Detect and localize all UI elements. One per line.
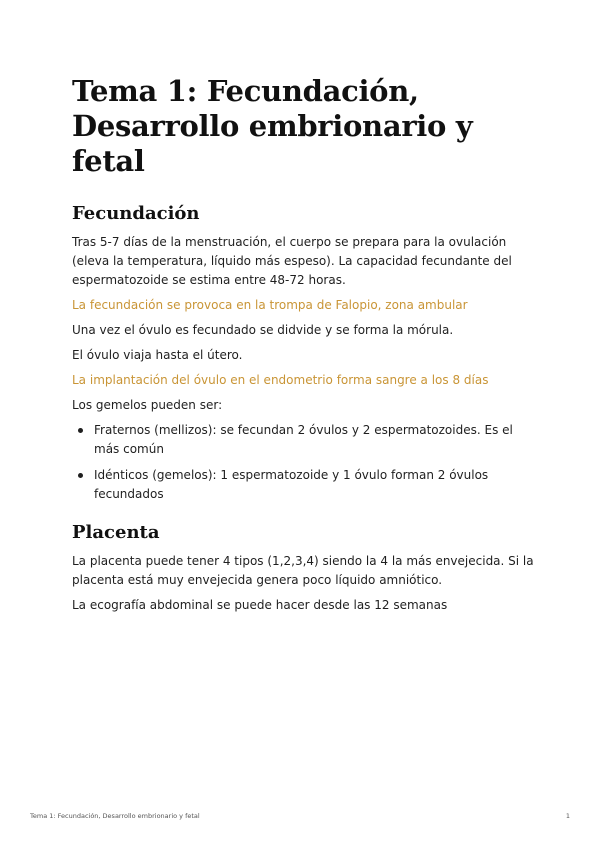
paragraph: El óvulo viaja hasta el útero.: [72, 348, 243, 362]
paragraph: Los gemelos pueden ser:: [72, 398, 223, 412]
bullet-list: [72, 421, 540, 504]
paragraph: Tras 5-7 días de la menstruación, el cuerpo se prepara para la ovulación (eleva la temperatura, líquido más espeso). La capacidad fecundante del espermatozoide se estima entre 48-72 horas.: [72, 235, 512, 287]
highlighted-paragraph: La fecundación se provoca en la trompa de Falopio, zona ambular: [72, 298, 468, 312]
list-item: [72, 421, 540, 459]
bullet-icon: [78, 473, 83, 478]
paragraph: Una vez el óvulo es fecundado se didvide y se forma la mórula.: [72, 323, 454, 337]
list-item: [72, 466, 540, 504]
page-number: 1: [565, 812, 570, 820]
section-heading: Placenta: [72, 522, 160, 543]
list-item-text: Idénticos (gemelos): 1 espermatozoide y 1 óvulo forman 2 óvulos fecundados: [94, 468, 489, 501]
paragraph: La placenta puede tener 4 tipos (1,2,3,4) siendo la 4 la más envejecida. Si la placenta está muy envejecida genera poco líquido amniótico.: [72, 554, 534, 587]
list-item-text: Fraternos (mellizos): se fecundan 2 óvulos y 2 espermatozoides. Es el más común: [94, 423, 513, 456]
document-page: [72, 74, 540, 621]
page-footer: [30, 812, 570, 820]
section-placenta: [72, 522, 540, 615]
section-heading: Fecundación: [72, 203, 200, 224]
highlighted-paragraph: La implantación del óvulo en el endometrio forma sangre a los 8 días: [72, 373, 489, 387]
paragraph: La ecografía abdominal se puede hacer desde las 12 semanas: [72, 598, 448, 612]
bullet-icon: [78, 428, 83, 433]
section-fecundacion: [72, 203, 540, 504]
document-title: Tema 1: Fecundación, Desarrollo embrionario y fetal: [72, 74, 473, 178]
footer-title: Tema 1: Fecundación, Desarrollo embrionario y fetal: [30, 812, 200, 820]
